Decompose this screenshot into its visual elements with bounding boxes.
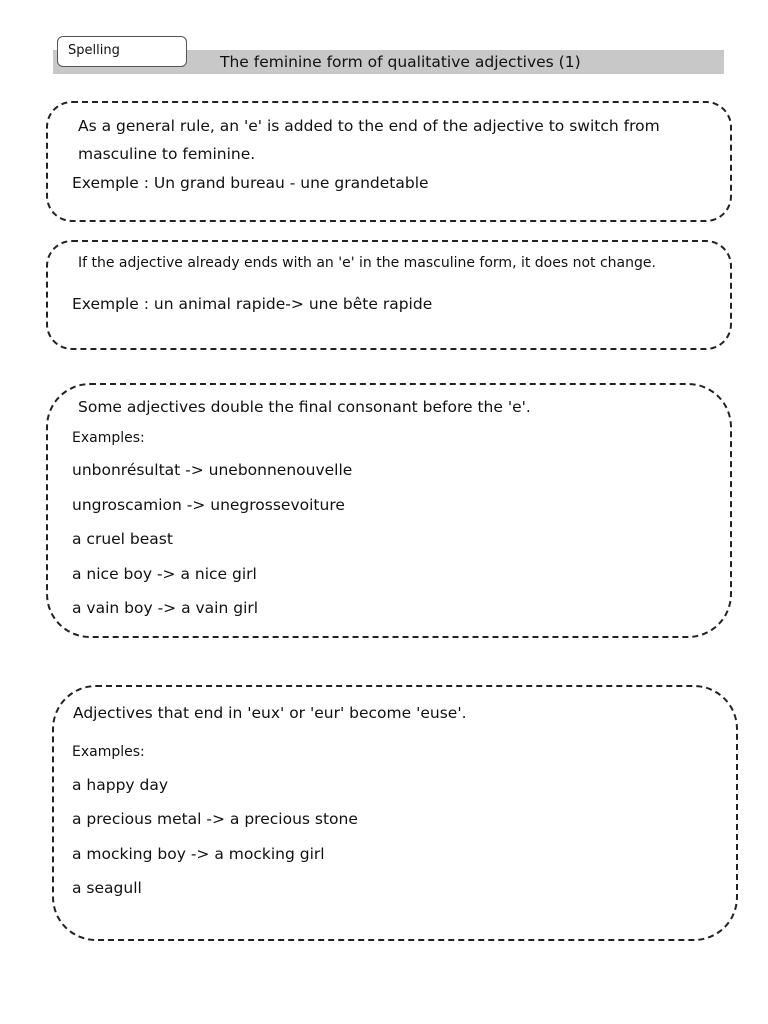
example-item: a nice boy -> a nice girl — [72, 565, 257, 583]
example-item: a cruel beast — [72, 530, 173, 548]
rule-text: Adjectives that end in 'eux' or 'eur' become 'euse'. — [73, 704, 467, 722]
examples-label: Examples: — [72, 430, 145, 446]
example-item: ungroscamion -> unegrossevoiture — [72, 496, 345, 514]
spelling-tab-label: Spelling — [57, 36, 187, 67]
page-title: The feminine form of qualitative adjectives (1) — [220, 53, 581, 71]
rule-text-line-1: As a general rule, an 'e' is added to the end of the adjective to switch from — [78, 117, 660, 135]
rule-text-line-2: masculine to feminine. — [78, 145, 256, 163]
examples-label: Examples: — [72, 744, 145, 760]
example-item: a mocking boy -> a mocking girl — [72, 845, 325, 863]
example-text: Exemple : un animal rapide-> une bête rapide — [72, 295, 433, 313]
example-item: a seagull — [72, 879, 142, 897]
example-item: unbonrésultat -> unebonnenouvelle — [72, 461, 353, 479]
rule-text: Some adjectives double the final consonant before the 'e'. — [78, 398, 531, 416]
example-item: a vain boy -> a vain girl — [72, 599, 259, 617]
example-item: a happy day — [72, 776, 169, 794]
example-text: Exemple : Un grand bureau - une grandetable — [72, 174, 429, 192]
example-item: a precious metal -> a precious stone — [72, 810, 358, 828]
rule-text: If the adjective already ends with an 'e' in the masculine form, it does not change. — [78, 255, 656, 271]
